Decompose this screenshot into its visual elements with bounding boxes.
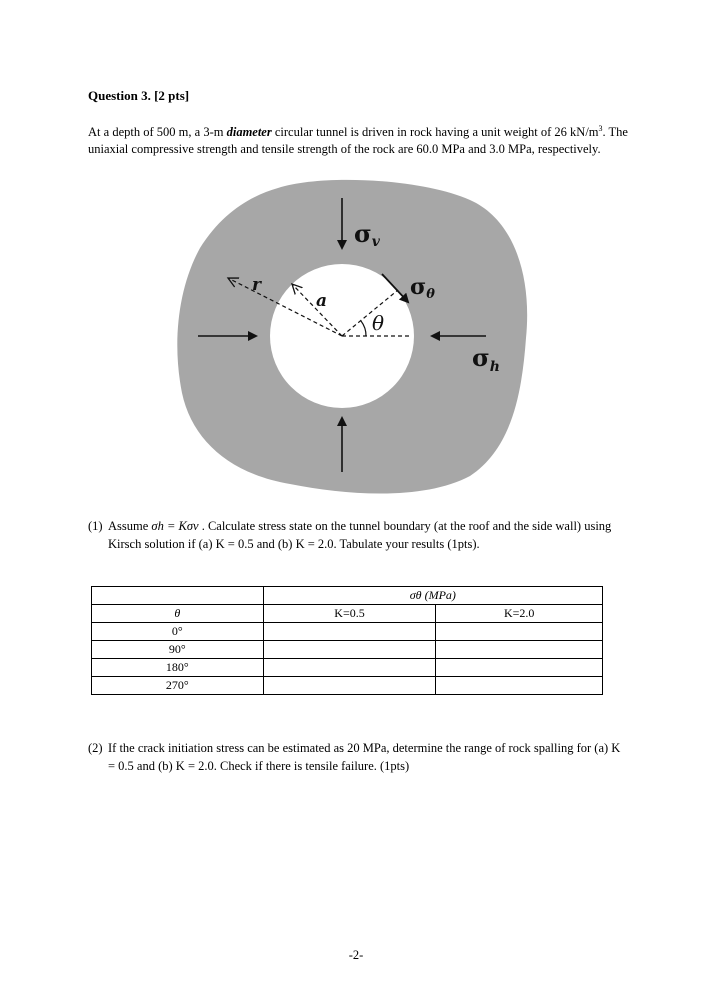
part-2-text: If the crack initiation stress can be estimated as 20 MPa, determine the range of rock spalling for (a) K = 0.5 and (b) K = 2.0. Check if there is tensile failure. (1pts): [108, 741, 621, 773]
sigma-theta-symbol: σ: [410, 274, 427, 300]
table-theta-label: θ: [174, 606, 181, 620]
label-theta: θ: [372, 311, 385, 335]
part-2: [88, 739, 628, 775]
sigma-v-symbol: σ: [354, 219, 372, 248]
question-title: Question 3. [2 pts]: [88, 88, 190, 103]
label-r: r: [252, 275, 261, 295]
table-row: [92, 623, 603, 641]
intro-text-c: . The uniaxial compressive strength and tensile strength of the rock are 60.0 MPa and 3.0 MPa, respectively.: [88, 125, 628, 156]
table-k05-header: K=0.5: [263, 605, 436, 623]
intro-superscript: 3: [598, 124, 603, 133]
table-row: [92, 659, 603, 677]
sigma-h-subscript: h: [489, 359, 500, 375]
table-row: [92, 641, 603, 659]
sigma-h-symbol: σ: [472, 343, 490, 372]
part-1: [88, 517, 628, 553]
page-number: -2-: [348, 948, 364, 962]
table-row: [92, 677, 603, 695]
sigma-theta-subscript: θ: [426, 287, 435, 302]
table-k20-header: K=2.0: [436, 605, 603, 623]
part-1-text-a: Assume: [108, 519, 152, 533]
table-sigma-theta-label: σθ (MPa): [409, 588, 456, 602]
label-a: a: [316, 291, 328, 311]
table-empty-header: [92, 587, 264, 605]
part-1-number: (1): [88, 519, 103, 533]
table-row-angle: 90°: [92, 641, 264, 659]
part-1-text: [108, 517, 628, 553]
table-row-angle: 0°: [92, 623, 264, 641]
table-sigma-theta-header: [263, 587, 602, 605]
table-header-row-2: [92, 605, 603, 623]
table-row-angle: 180°: [92, 659, 264, 677]
tunnel-figure: [170, 178, 540, 498]
table-row-angle: 270°: [92, 677, 264, 695]
intro-text-b: circular tunnel is driven in rock having a unit weight of 26 kN/m: [271, 125, 599, 139]
table-theta-header: [92, 605, 264, 623]
part-1-text-b: . Calculate stress state on the tunnel boundary (at the roof and the side wall) using Kirsch solution if (a) K = 0.5 and (b) K = 2.0. Tabulate your results (1pts).: [108, 519, 612, 551]
table-cell-k20[interactable]: [436, 659, 603, 677]
table-cell-k20[interactable]: [436, 641, 603, 659]
intro-bold-word: diameter: [226, 125, 272, 139]
table-cell-k05[interactable]: [263, 641, 436, 659]
table-cell-k20[interactable]: [436, 677, 603, 695]
question-intro: [88, 120, 628, 158]
table-cell-k05[interactable]: [263, 677, 436, 695]
intro-text-a: At a depth of 500 m, a 3-m: [88, 125, 227, 139]
sigma-v-subscript: v: [371, 234, 380, 250]
table-cell-k05[interactable]: [263, 659, 436, 677]
stress-table: [91, 586, 603, 695]
table-header-row-1: [92, 587, 603, 605]
table-cell-k20[interactable]: [436, 623, 603, 641]
part-2-number: (2): [88, 741, 103, 755]
table-cell-k05[interactable]: [263, 623, 436, 641]
part-1-formula: σh = Kσv: [151, 519, 199, 533]
